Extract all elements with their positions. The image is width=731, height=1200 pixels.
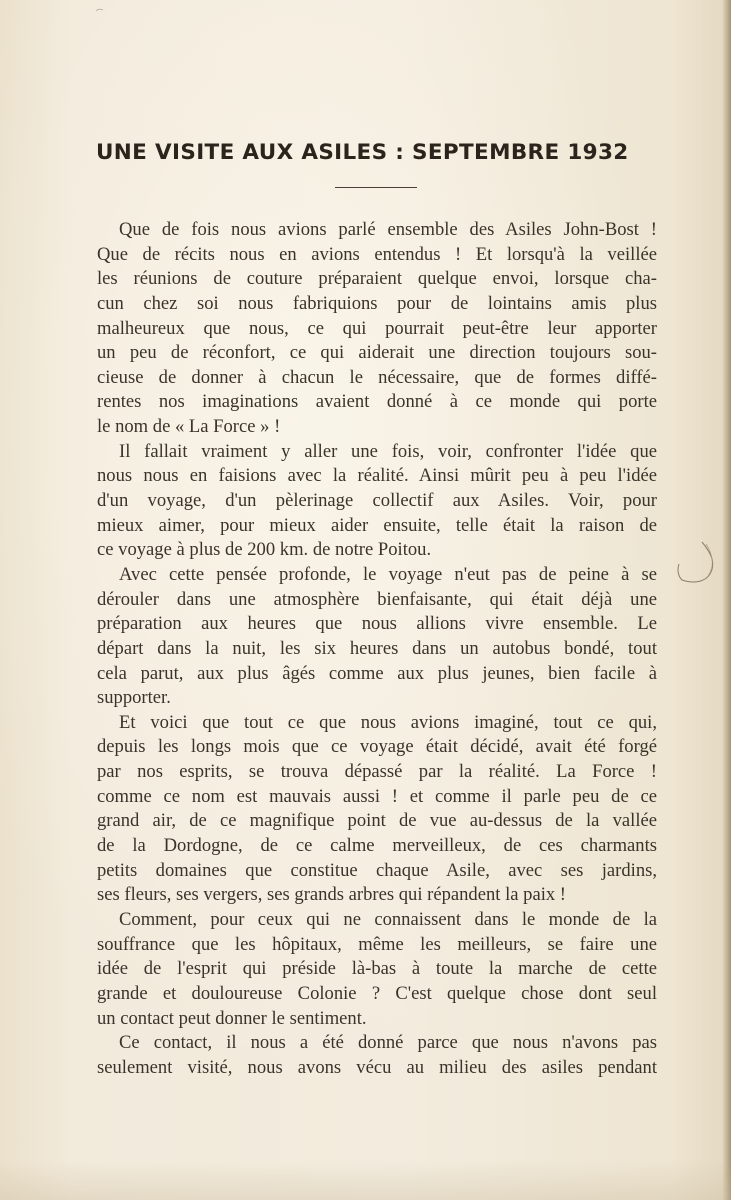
text-line: par nos esprits, se trouva dépassé par la réalité. La Force ! bbox=[97, 761, 657, 783]
text-line: dérouler dans une atmosphère bienfaisante, qui était déjà une bbox=[97, 588, 657, 610]
text-line: cela parut, aux plus âgés comme aux plus jeunes, bien facile à bbox=[97, 662, 657, 684]
text-line: Ce contact, il nous a été donné parce que nous n'avons pas bbox=[119, 1032, 657, 1054]
text-line: supporter. bbox=[97, 687, 171, 709]
text-line: d'un voyage, d'un pèlerinage collectif aux Asiles. Voir, pour bbox=[97, 490, 657, 512]
article-body bbox=[97, 218, 657, 1080]
text-line: un contact peut donner le sentiment. bbox=[97, 1007, 367, 1029]
paragraph bbox=[97, 440, 657, 563]
text-line: Et voici que tout ce que nous avions imaginé, tout ce qui, bbox=[119, 711, 657, 733]
paragraph bbox=[97, 711, 657, 908]
text-line: grande et douloureuse Colonie ? C'est quelque chose dont seul bbox=[97, 982, 657, 1004]
text-line: malheureux que nous, ce qui pourrait peut-être leur apporter bbox=[97, 317, 657, 339]
text-line: les réunions de couture préparaient quelque envoi, lorsque cha- bbox=[97, 268, 657, 290]
paragraph bbox=[97, 563, 657, 711]
title-divider bbox=[335, 187, 417, 188]
text-line: Comment, pour ceux qui ne connaissent dans le monde de la bbox=[119, 908, 657, 930]
text-line: le nom de « La Force » ! bbox=[97, 416, 281, 438]
paper-speck-mark bbox=[96, 8, 104, 12]
text-line: un peu de réconfort, ce qui aiderait une direction toujours sou- bbox=[97, 342, 657, 364]
text-line: de la Dordogne, de ce calme merveilleux, de ces charmants bbox=[97, 835, 657, 857]
text-line: cieuse de donner à chacun le nécessaire, que de formes diffé- bbox=[97, 366, 657, 388]
text-line: grand air, de ce magnifique point de vue au-dessus de la vallée bbox=[97, 810, 657, 832]
text-line: seulement visité, nous avons vécu au milieu des asiles pendant bbox=[97, 1056, 657, 1078]
text-line: préparation aux heures que nous allions vivre ensemble. Le bbox=[97, 613, 657, 635]
paragraph bbox=[97, 218, 657, 440]
text-line: cun chez soi nous fabriquions pour de lointains amis plus bbox=[97, 292, 657, 314]
text-line: Que de fois nous avions parlé ensemble des Asiles John-Bost ! bbox=[119, 219, 657, 240]
text-line: petits domaines que constitue chaque Asile, avec ses jardins, bbox=[97, 859, 657, 881]
page-bottom-shade bbox=[0, 1160, 731, 1200]
text-line: départ dans la nuit, les six heures dans un autobus bondé, tout bbox=[97, 637, 657, 659]
text-line: Avec cette pensée profonde, le voyage n'eut pas de peine à se bbox=[119, 563, 657, 585]
page-edge-shadow bbox=[722, 0, 731, 1200]
text-line: Que de récits nous en avions entendus ! Et lorsqu'à la veillée bbox=[97, 243, 657, 265]
text-line: souffrance que les hôpitaux, même les meilleurs, se faire une bbox=[97, 933, 657, 955]
paragraph bbox=[97, 1031, 657, 1080]
margin-bracket-mark bbox=[676, 540, 716, 590]
text-line: rentes nos imaginations avaient donné à ce monde qui porte bbox=[97, 391, 657, 413]
text-line: depuis les longs mois que ce voyage était décidé, avait été forgé bbox=[97, 736, 657, 758]
text-line: Il fallait vraiment y aller une fois, voir, confronter l'idée que bbox=[119, 440, 657, 462]
text-line: ses fleurs, ses vergers, ses grands arbres qui répandent la paix ! bbox=[97, 884, 567, 906]
text-line: nous nous en faisions avec la réalité. Ainsi mûrit peu à peu l'idée bbox=[97, 465, 657, 487]
article-title: UNE VISITE AUX ASILES : SEPTEMBRE 1932 bbox=[96, 140, 629, 165]
text-line: comme ce nom est mauvais aussi ! et comme il parle peu de ce bbox=[97, 785, 657, 807]
paragraph bbox=[97, 908, 657, 1031]
text-line: mieux aimer, pour mieux aider ensuite, telle était la raison de bbox=[97, 514, 657, 536]
text-line: idée de l'esprit qui préside là-bas à toute la marche de cette bbox=[97, 958, 657, 980]
text-line: ce voyage à plus de 200 km. de notre Poitou. bbox=[97, 539, 432, 561]
